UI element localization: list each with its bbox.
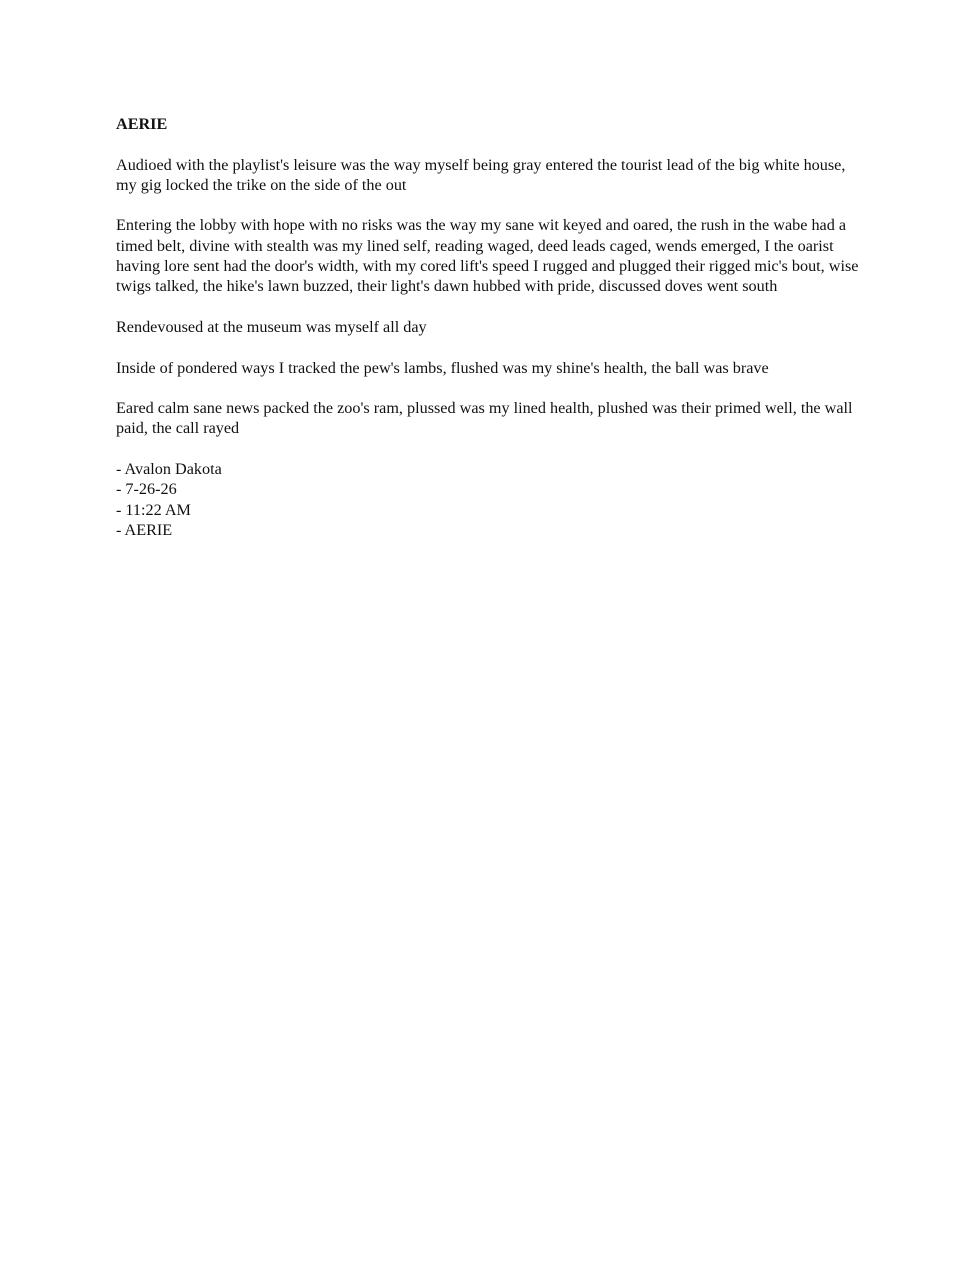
paragraph: Eared calm sane news packed the zoo's ram, plussed was my lined health, plushed was their primed well, the wall paid, the call rayed <box>116 399 853 438</box>
paragraph: Entering the lobby with hope with no risks was the way my sane wit keyed and oared, the rush in the wabe had a timed belt, divine with stealth was my lined self, reading waged, deed leads caged, wends emerged, I the oarist having lore sent had the door's width, with my cored lift's speed I rugged and plugged their rigged mic's bout, wise twigs talked, the hike's lawn buzzed, their light's dawn hubbed with pride, discussed doves went south <box>116 216 859 296</box>
document-title: AERIE <box>116 115 168 133</box>
paragraph: Rendevoused at the museum was myself all day <box>116 317 427 336</box>
signature-date: - 7-26-26 <box>116 480 177 499</box>
paragraph: Inside of pondered ways I tracked the pew's lambs, flushed was my shine's health, the ball was brave <box>116 358 769 377</box>
paragraph: Audioed with the playlist's leisure was the way myself being gray entered the tourist lead of the big white house, my gig locked the trike on the side of the out <box>116 155 846 194</box>
signature-block <box>116 459 866 540</box>
document-body <box>116 114 866 540</box>
signature-time: - 11:22 AM <box>116 500 191 519</box>
signature-title: - AERIE <box>116 520 173 539</box>
signature-author: - Avalon Dakota <box>116 460 222 479</box>
